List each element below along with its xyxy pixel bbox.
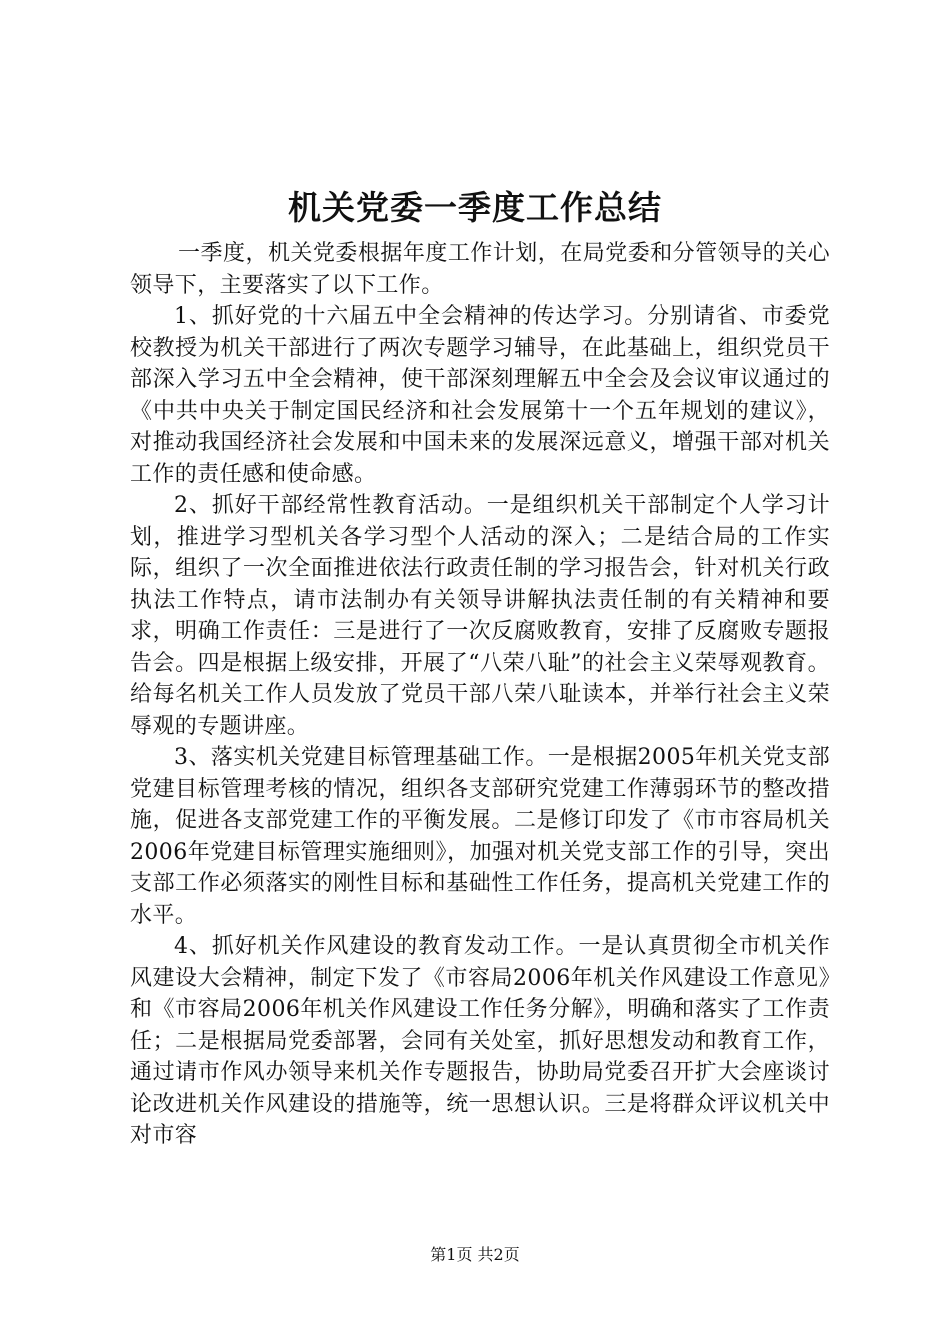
paragraph-item-4: 4、抓好机关作风建设的教育发动工作。一是认真贯彻全市机关作风建设大会精神，制定下发了《市容局2006年机关作风建设工作意见》和《市容局2006年机关作风建设工作任务分解》，明确和落实了工作责任；二是根据局党委部署，会同有关处室，抓好思想发动和教育工作，通过请市作风办领导来机关作专题报告，协助局党委召开扩大会座谈讨论改进机关作风建设的措施等，统一思想认识。三是将群众评议机关中对市容 xyxy=(130,934,830,1148)
paragraph-item-2: 2、抓好干部经常性教育活动。一是组织机关干部制定个人学习计划，推进学习型机关各学习型个人活动的深入；二是结合局的工作实际，组织了一次全面推进依法行政责任制的学习报告会，针对机关行政执法工作特点，请市法制办有关领导讲解执法责任制的有关精神和要求，明确工作责任：三是进行了一次反腐败教育，安排了反腐败专题报告会。四是根据上级安排，开展了“八荣八耻”的社会主义荣辱观教育。给每名机关工作人员发放了党员干部八荣八耻读本，并举行社会主义荣辱观的专题讲座。 xyxy=(130,493,830,739)
paragraph-item-3: 3、落实机关党建目标管理基础工作。一是根据2005年机关党支部党建目标管理考核的情况，组织各支部研究党建工作薄弱环节的整改措施，促进各支部党建工作的平衡发展。二是修订印发了《市市容局机关2006年党建目标管理实施细则》，加强对机关党支部工作的引导，突出支部工作必须落实的刚性目标和基础性工作任务，提高机关党建工作的水平。 xyxy=(130,745,830,928)
document-body xyxy=(130,238,830,1152)
paragraph-intro: 一季度，机关党委根据年度工作计划，在局党委和分管领导的关心领导下，主要落实了以下工作。 xyxy=(130,241,830,298)
paragraph-item-1: 1、抓好党的十六届五中全会精神的传达学习。分别请省、市委党校教授为机关干部进行了两次专题学习辅导，在此基础上，组织党员干部深入学习五中全会精神，使干部深刻理解五中全会及会议审议通过的《中共中央关于制定国民经济和社会发展第十一个五年规划的建议》，对推动我国经济社会发展和中国未来的发展深远意义，增强干部对机关工作的责任感和使命感。 xyxy=(130,304,830,487)
document-title: 机关党委一季度工作总结 xyxy=(288,188,662,227)
page-number-footer: 第1页 共2页 xyxy=(430,1245,520,1264)
